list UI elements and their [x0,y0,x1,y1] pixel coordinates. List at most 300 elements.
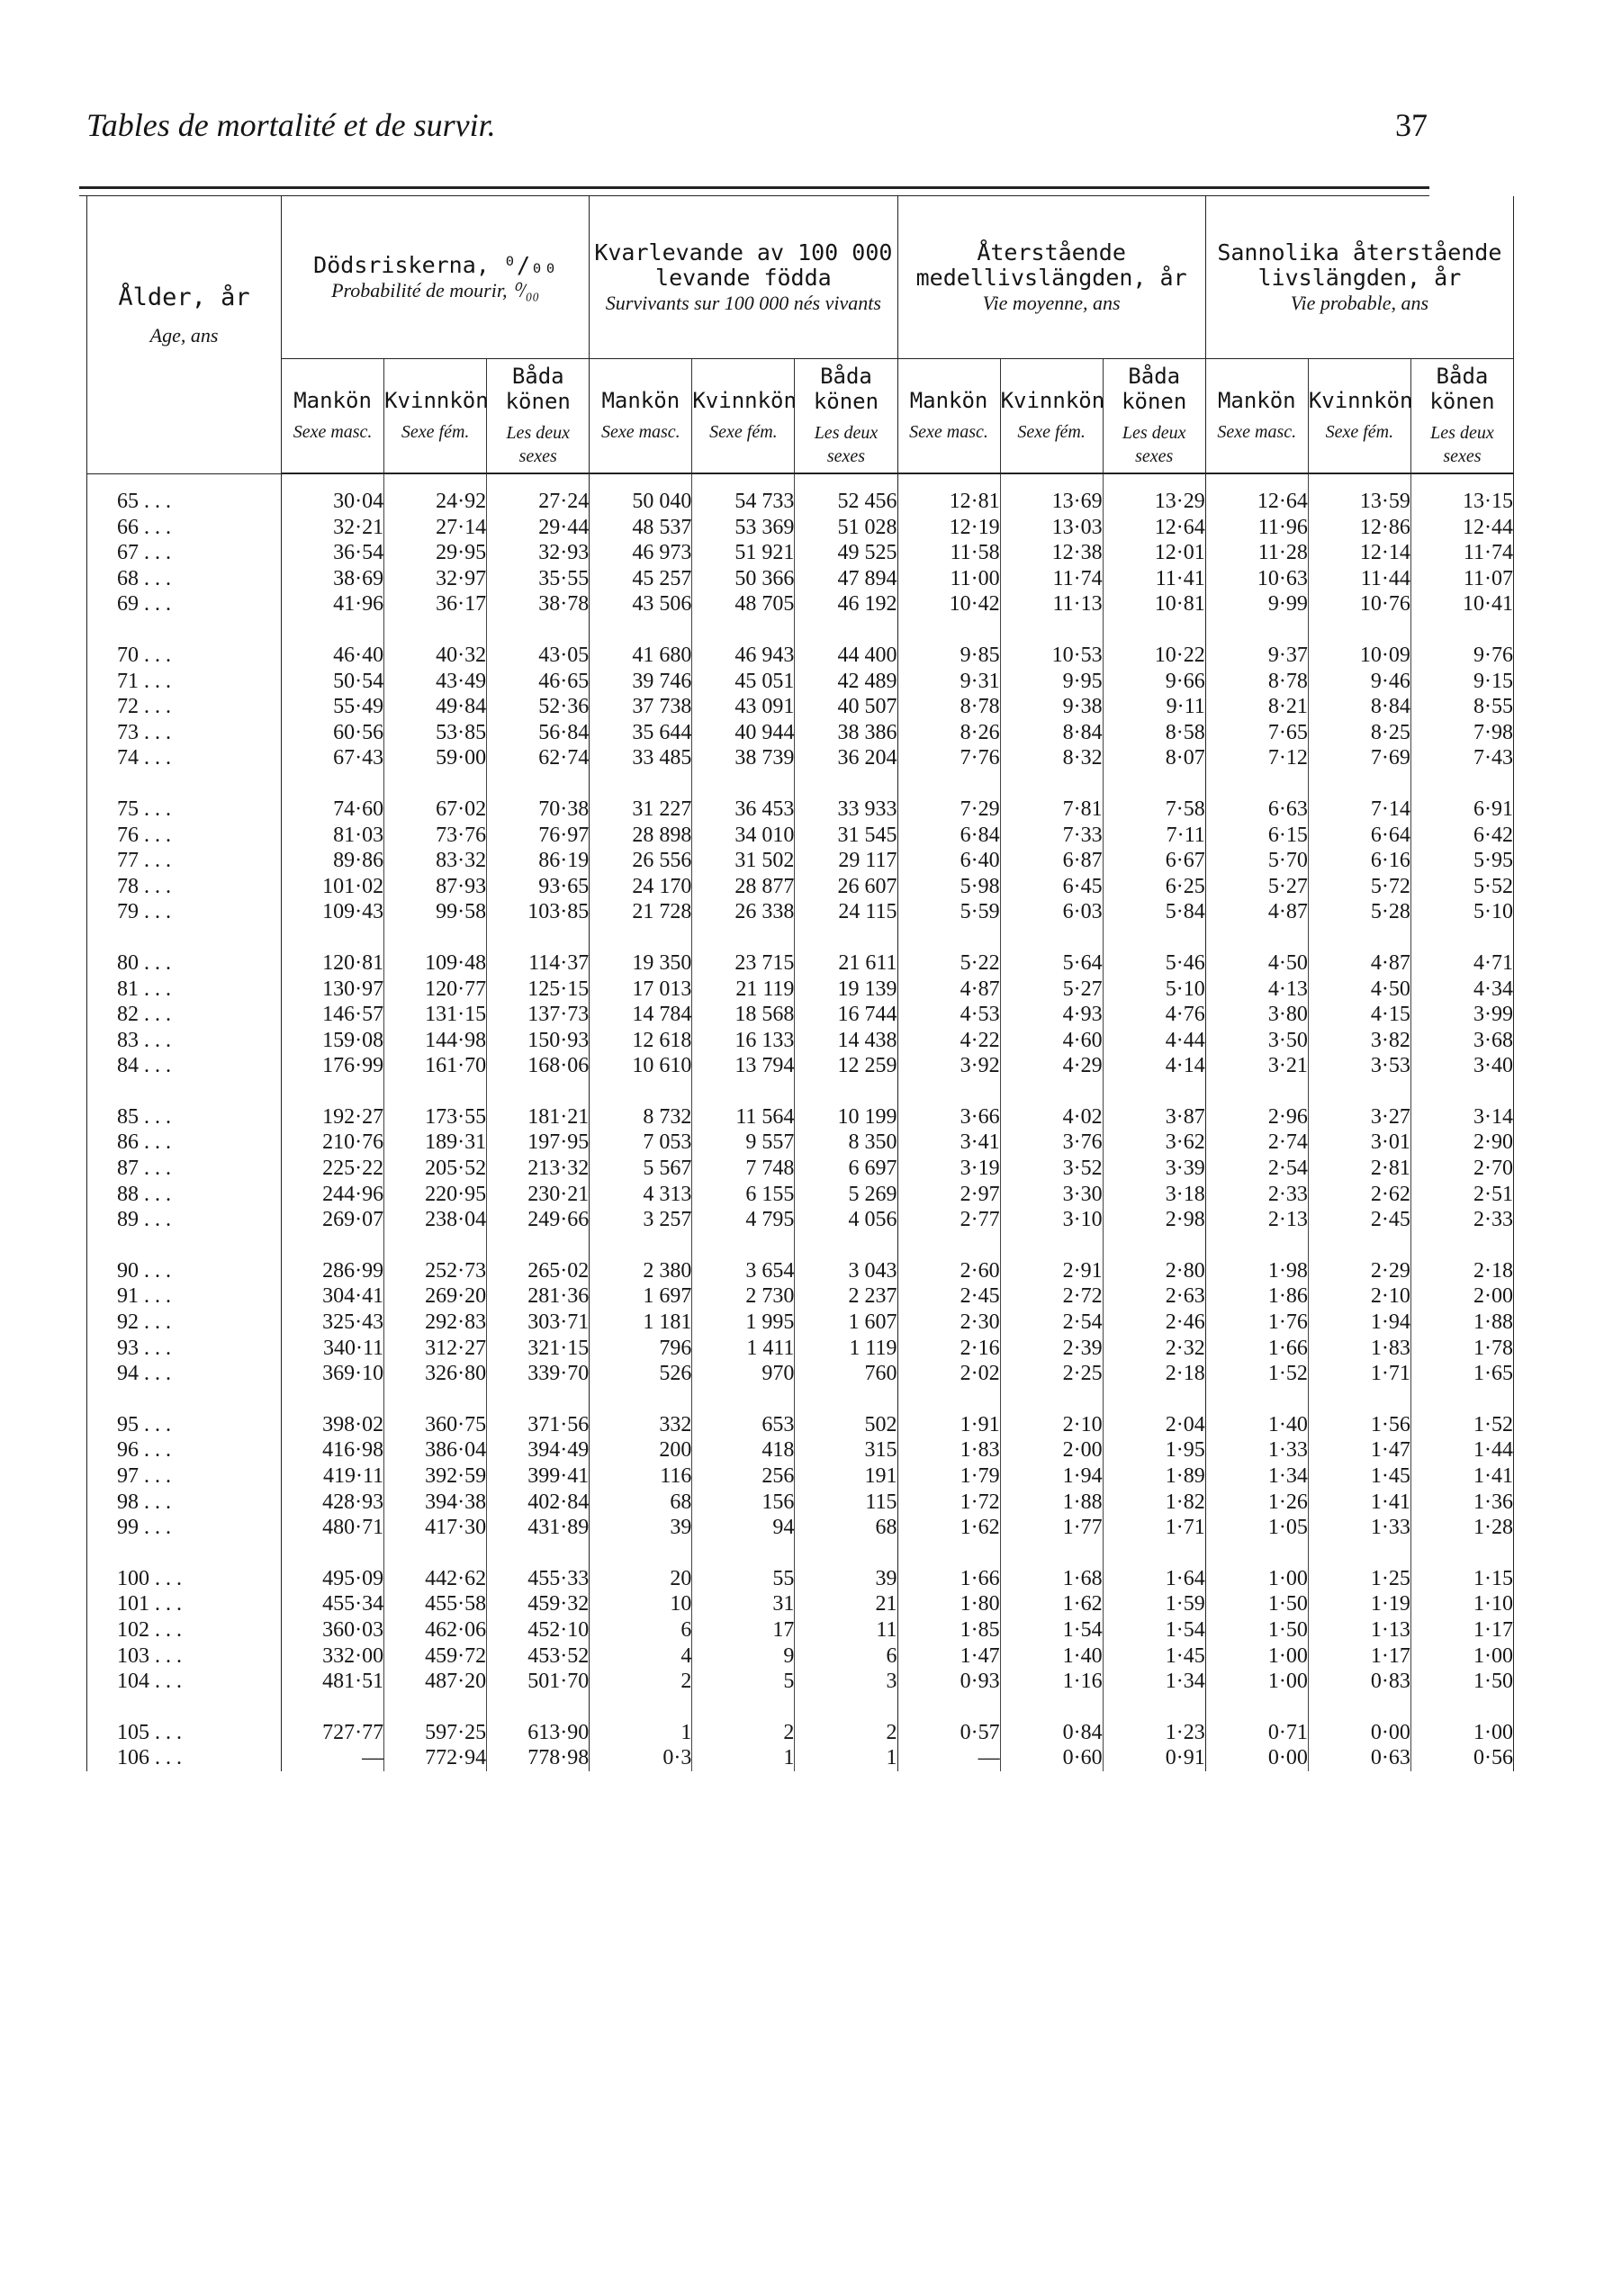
value-cell: 11·13 [1000,591,1103,617]
value-cell: 38·69 [282,566,384,592]
value-cell: 2·16 [897,1336,1000,1362]
value-cell: 12 618 [590,1028,692,1054]
value-cell: 30·04 [282,473,384,515]
age-cell: 103 . . . [87,1643,282,1670]
value-cell: 1 [692,1745,795,1771]
value-cell: 1 697 [590,1283,692,1310]
sex-label-sv: Mankön [1217,388,1296,413]
value-cell: 772·94 [384,1745,487,1771]
value-cell: 312·27 [384,1336,487,1362]
value-cell: 19 139 [795,977,897,1003]
value-cell: 1·40 [1205,1387,1308,1438]
value-cell: 6 [590,1617,692,1643]
value-cell: 28 877 [692,874,795,900]
value-cell: 17 [692,1617,795,1643]
table-row [87,925,1514,977]
value-cell: 1·28 [1410,1515,1513,1541]
value-cell: — [282,1745,384,1771]
value-cell: 1·80 [897,1591,1000,1617]
table-row [87,848,1514,874]
value-cell: 13·03 [1000,515,1103,541]
value-cell: 120·81 [282,925,384,977]
value-cell: 6·42 [1410,823,1513,849]
value-cell: 3·87 [1103,1079,1205,1130]
value-cell: 144·98 [384,1028,487,1054]
sex-label-sv: Kvinnkön [692,388,797,413]
table-row [87,1591,1514,1617]
value-cell: 11·96 [1205,515,1308,541]
value-cell: 28 898 [590,823,692,849]
value-cell: 1·00 [1205,1669,1308,1695]
value-cell: 51 921 [692,540,795,566]
table-row [87,591,1514,617]
value-cell: 2 [795,1695,897,1746]
table-row [87,473,1514,515]
value-cell: 265·02 [487,1233,590,1284]
value-cell: 3·62 [1103,1130,1205,1156]
age-column-header [87,196,282,473]
value-cell: 3·10 [1000,1207,1103,1233]
age-cell: 106 . . . [87,1745,282,1771]
sex-label-fr: Sexe fém. [1325,422,1394,442]
value-cell: 1·50 [1410,1669,1513,1695]
value-cell: 416·98 [282,1437,384,1463]
value-cell: 39 [795,1541,897,1592]
value-cell: 12·86 [1308,515,1410,541]
value-cell: 67·43 [282,745,384,771]
value-cell: 10·53 [1000,617,1103,669]
value-cell: 3 654 [692,1233,795,1284]
value-cell: 2·63 [1103,1283,1205,1310]
value-cell: 238·04 [384,1207,487,1233]
value-cell: 1·77 [1000,1515,1103,1541]
value-cell: 3 257 [590,1207,692,1233]
value-cell: 116 [590,1463,692,1490]
value-cell: 1·00 [1205,1541,1308,1592]
value-cell: 4·14 [1103,1053,1205,1079]
value-cell: 244·96 [282,1182,384,1208]
age-cell: 90 . . . [87,1233,282,1284]
sex-column-header [692,359,795,474]
age-cell: 93 . . . [87,1336,282,1362]
value-cell: 10·76 [1308,591,1410,617]
value-cell: 130·97 [282,977,384,1003]
value-cell: 43·49 [384,669,487,695]
running-title: Tables de mortalité et de survir. [86,107,496,143]
value-cell: 332·00 [282,1643,384,1670]
age-cell: 100 . . . [87,1541,282,1592]
value-cell: 11·44 [1308,566,1410,592]
value-cell: 3·92 [897,1053,1000,1079]
value-cell: 10·81 [1103,591,1205,617]
value-cell: 40 944 [692,720,795,746]
group-label-sv: Kvarlevande av 100 000 levande födda [594,239,893,291]
value-cell: 86·19 [487,848,590,874]
value-cell: 35 644 [590,720,692,746]
age-cell: 95 . . . [87,1387,282,1438]
value-cell: 6·03 [1000,899,1103,925]
table-row [87,1515,1514,1541]
value-cell: 34 010 [692,823,795,849]
value-cell: 6·87 [1000,848,1103,874]
value-cell: 36 453 [692,771,795,823]
value-cell: 2·97 [897,1182,1000,1208]
age-cell: 94 . . . [87,1361,282,1387]
value-cell: 8·78 [1205,669,1308,695]
value-cell: 41·96 [282,591,384,617]
value-cell: 1·94 [1000,1463,1103,1490]
value-cell: 315 [795,1437,897,1463]
value-cell: 1·66 [897,1541,1000,1592]
value-cell: 1·66 [1205,1336,1308,1362]
value-cell: 52 456 [795,473,897,515]
value-cell: 1·98 [1205,1233,1308,1284]
value-cell: 7·58 [1103,771,1205,823]
value-cell: 70·38 [487,771,590,823]
value-cell: 2·29 [1308,1233,1410,1284]
value-cell: 83·32 [384,848,487,874]
value-cell: 31 227 [590,771,692,823]
value-cell: 39 [590,1515,692,1541]
sex-label-fr: Les deux sexes [814,423,879,466]
value-cell: 418 [692,1437,795,1463]
value-cell: 40 507 [795,694,897,720]
value-cell: 3·18 [1103,1182,1205,1208]
value-cell: 29 117 [795,848,897,874]
value-cell: 7·76 [897,745,1000,771]
age-cell: 68 . . . [87,566,282,592]
value-cell: 0·00 [1205,1745,1308,1771]
value-cell: 48 537 [590,515,692,541]
value-cell: 1·62 [1000,1591,1103,1617]
value-cell: 455·33 [487,1541,590,1592]
value-cell: 1·76 [1205,1310,1308,1336]
value-cell: 1 119 [795,1336,897,1362]
value-cell: 99·58 [384,899,487,925]
group-label-fr: Vie probable, ans [1290,291,1429,314]
group-label-fr: Probabilité de mourir, ⁰/₀₀ [331,278,540,302]
value-cell: 0·83 [1308,1669,1410,1695]
value-cell: 213·32 [487,1156,590,1182]
value-cell: 0·57 [897,1695,1000,1746]
value-cell: 4·22 [897,1028,1000,1054]
value-cell: 1·94 [1308,1310,1410,1336]
value-cell: 46 943 [692,617,795,669]
value-cell: 394·38 [384,1490,487,1516]
value-cell: 4·50 [1308,977,1410,1003]
value-cell: 1·89 [1103,1463,1205,1490]
value-cell: 40·32 [384,617,487,669]
value-cell: 38 739 [692,745,795,771]
value-cell: 68 [795,1515,897,1541]
value-cell: 3·40 [1410,1053,1513,1079]
value-cell: 137·73 [487,1002,590,1028]
age-cell: 87 . . . [87,1156,282,1182]
value-cell: 455·58 [384,1591,487,1617]
group-header-survivors [590,196,897,359]
group-header-probable-life [1205,196,1513,359]
value-cell: 428·93 [282,1490,384,1516]
sex-label-fr: Sexe fém. [709,422,778,442]
value-cell: 340·11 [282,1336,384,1362]
value-cell: 4·15 [1308,1002,1410,1028]
value-cell: 6·15 [1205,823,1308,849]
value-cell: 3 [795,1669,897,1695]
value-cell: 462·06 [384,1617,487,1643]
value-cell: 9·37 [1205,617,1308,669]
value-cell: 46 192 [795,591,897,617]
value-cell: 2·51 [1410,1182,1513,1208]
value-cell: 6·63 [1205,771,1308,823]
value-cell: 0·3 [590,1745,692,1771]
value-cell: 455·34 [282,1591,384,1617]
value-cell: 487·20 [384,1669,487,1695]
value-cell: 16 744 [795,1002,897,1028]
value-cell: 1·47 [1308,1437,1410,1463]
table-row [87,617,1514,669]
value-cell: 181·21 [487,1079,590,1130]
value-cell: 220·95 [384,1182,487,1208]
age-cell: 74 . . . [87,745,282,771]
value-cell: 459·32 [487,1591,590,1617]
value-cell: 2·91 [1000,1233,1103,1284]
value-cell: 13·29 [1103,473,1205,515]
value-cell: 81·03 [282,823,384,849]
value-cell: 1·65 [1410,1361,1513,1387]
value-cell: 4·02 [1000,1079,1103,1130]
value-cell: 2·25 [1000,1361,1103,1387]
value-cell: 394·49 [487,1437,590,1463]
value-cell: 191 [795,1463,897,1490]
value-cell: 481·51 [282,1669,384,1695]
value-cell: 13·59 [1308,473,1410,515]
value-cell: 1 [590,1695,692,1746]
value-cell: 3·50 [1205,1028,1308,1054]
value-cell: 8·26 [897,720,1000,746]
table-row [87,977,1514,1003]
value-cell: 1·00 [1410,1695,1513,1746]
value-cell: 2·81 [1308,1156,1410,1182]
value-cell: 431·89 [487,1515,590,1541]
value-cell: 1·10 [1410,1591,1513,1617]
value-cell: 1·40 [1000,1643,1103,1670]
value-cell: 11 [795,1617,897,1643]
table-body [87,473,1514,1771]
table-row [87,1437,1514,1463]
value-cell: 4·44 [1103,1028,1205,1054]
value-cell: 369·10 [282,1361,384,1387]
value-cell: 9 [692,1643,795,1670]
age-cell: 66 . . . [87,515,282,541]
value-cell: 4·87 [1205,899,1308,925]
age-cell: 69 . . . [87,591,282,617]
value-cell: 11·41 [1103,566,1205,592]
value-cell: 3 043 [795,1233,897,1284]
value-cell: 452·10 [487,1617,590,1643]
value-cell: 9·85 [897,617,1000,669]
value-cell: 304·41 [282,1283,384,1310]
value-cell: 43 091 [692,694,795,720]
value-cell: 197·95 [487,1130,590,1156]
value-cell: 31 [692,1591,795,1617]
value-cell: 0·00 [1308,1695,1410,1746]
value-cell: 2 380 [590,1233,692,1284]
value-cell: 50·54 [282,669,384,695]
value-cell: 9·66 [1103,669,1205,695]
age-cell: 92 . . . [87,1310,282,1336]
sex-label-sv: Kvinnkön [384,388,489,413]
age-cell: 77 . . . [87,848,282,874]
value-cell: 3·80 [1205,1002,1308,1028]
value-cell: 3·27 [1308,1079,1410,1130]
page-header [86,106,1428,160]
sex-label-fr: Sexe masc. [909,422,988,442]
table-row [87,823,1514,849]
value-cell: 55·49 [282,694,384,720]
value-cell: 14 784 [590,1002,692,1028]
value-cell: 1·91 [897,1387,1000,1438]
value-cell: 26 338 [692,899,795,925]
value-cell: 760 [795,1361,897,1387]
value-cell: 7 053 [590,1130,692,1156]
value-cell: 18 568 [692,1002,795,1028]
value-cell: 2·18 [1410,1233,1513,1284]
value-cell: 321·15 [487,1336,590,1362]
value-cell: 1·78 [1410,1336,1513,1362]
value-cell: 1·68 [1000,1541,1103,1592]
value-cell: 5·72 [1308,874,1410,900]
value-cell: 12·81 [897,473,1000,515]
value-cell: 1·71 [1308,1361,1410,1387]
value-cell: 332 [590,1387,692,1438]
value-cell: 1·85 [897,1617,1000,1643]
value-cell: 8·78 [897,694,1000,720]
value-cell: 1·25 [1308,1541,1410,1592]
value-cell: 3·53 [1308,1053,1410,1079]
value-cell: 417·30 [384,1515,487,1541]
value-cell: 2·60 [897,1233,1000,1284]
sex-column-header [1205,359,1308,474]
value-cell: 21 [795,1591,897,1617]
value-cell: 7·29 [897,771,1000,823]
value-cell: 2·74 [1205,1130,1308,1156]
value-cell: 23 715 [692,925,795,977]
value-cell: 3·19 [897,1156,1000,1182]
value-cell: 29·95 [384,540,487,566]
value-cell: 11·74 [1410,540,1513,566]
value-cell: 5·10 [1410,899,1513,925]
value-cell: 5·46 [1103,925,1205,977]
value-cell: 1 995 [692,1310,795,1336]
value-cell: 31 502 [692,848,795,874]
value-cell: 9·38 [1000,694,1103,720]
value-cell: 159·08 [282,1028,384,1054]
age-cell: 73 . . . [87,720,282,746]
age-cell: 65 . . . [87,473,282,515]
sex-label-fr: Sexe masc. [600,422,680,442]
value-cell: 5·70 [1205,848,1308,874]
value-cell: 5·64 [1000,925,1103,977]
value-cell: 1·26 [1205,1490,1308,1516]
value-cell: 1·82 [1103,1490,1205,1516]
value-cell: 29·44 [487,515,590,541]
value-cell: 48 705 [692,591,795,617]
value-cell: 8·25 [1308,720,1410,746]
value-cell: 27·24 [487,473,590,515]
age-cell: 81 . . . [87,977,282,1003]
value-cell: 11 564 [692,1079,795,1130]
age-cell: 78 . . . [87,874,282,900]
group-header-row [87,196,1514,359]
age-cell: 105 . . . [87,1695,282,1746]
value-cell: 2·70 [1410,1156,1513,1182]
value-cell: 21 119 [692,977,795,1003]
value-cell: 7·65 [1205,720,1308,746]
value-cell: 7·43 [1410,745,1513,771]
value-cell: 168·06 [487,1053,590,1079]
age-cell: 70 . . . [87,617,282,669]
value-cell: 5 269 [795,1182,897,1208]
table-row [87,1053,1514,1079]
value-cell: 9·11 [1103,694,1205,720]
value-cell: 10 [590,1591,692,1617]
value-cell: 5·22 [897,925,1000,977]
value-cell: 2·77 [897,1207,1000,1233]
value-cell: 26 607 [795,874,897,900]
value-cell: 2 730 [692,1283,795,1310]
value-cell: 1·50 [1205,1617,1308,1643]
value-cell: 13·69 [1000,473,1103,515]
age-cell: 83 . . . [87,1028,282,1054]
value-cell: 1·50 [1205,1591,1308,1617]
value-cell: 2·32 [1103,1336,1205,1362]
table-row [87,1669,1514,1695]
value-cell: 60·56 [282,720,384,746]
value-cell: 1·41 [1410,1463,1513,1490]
value-cell: 192·27 [282,1079,384,1130]
value-cell: 49 525 [795,540,897,566]
value-cell: 36·17 [384,591,487,617]
value-cell: 150·93 [487,1028,590,1054]
value-cell: 12·44 [1410,515,1513,541]
value-cell: 8·84 [1308,694,1410,720]
value-cell: 56·84 [487,720,590,746]
value-cell: 1·54 [1000,1617,1103,1643]
value-cell: 727·77 [282,1695,384,1746]
value-cell: 21 611 [795,925,897,977]
value-cell: 13 794 [692,1053,795,1079]
value-cell: 36 204 [795,745,897,771]
value-cell: 4 795 [692,1207,795,1233]
value-cell: 371·56 [487,1387,590,1438]
value-cell: 10·42 [897,591,1000,617]
value-cell: 10·09 [1308,617,1410,669]
value-cell: 419·11 [282,1463,384,1490]
value-cell: 131·15 [384,1002,487,1028]
table-row [87,566,1514,592]
sex-column-header [282,359,384,474]
table-row [87,1156,1514,1182]
value-cell: 8 732 [590,1079,692,1130]
value-cell: 8·07 [1103,745,1205,771]
value-cell: 4 056 [795,1207,897,1233]
value-cell: 39 746 [590,669,692,695]
age-cell: 84 . . . [87,1053,282,1079]
value-cell: 2·18 [1103,1361,1205,1387]
value-cell: 156 [692,1490,795,1516]
value-cell: 4·50 [1205,925,1308,977]
value-cell: 1·54 [1103,1617,1205,1643]
